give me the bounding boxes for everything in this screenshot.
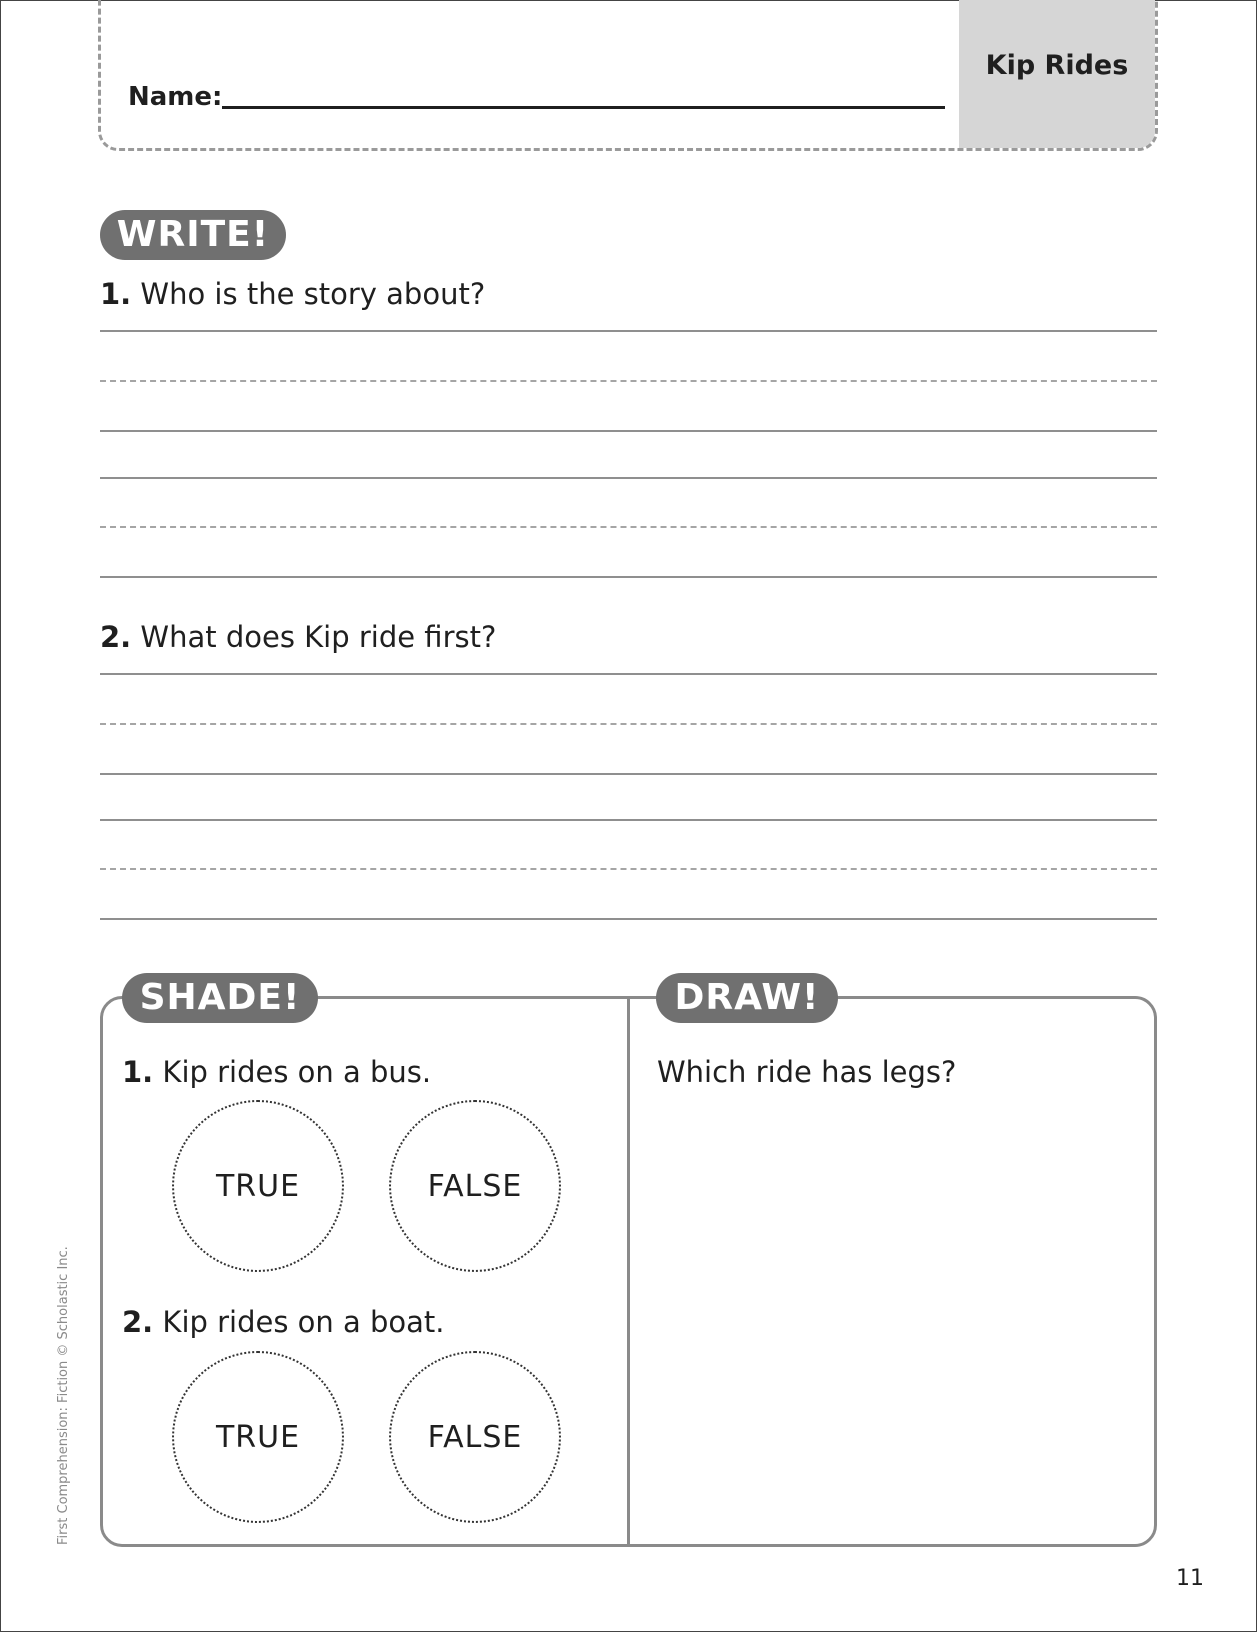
item-text: Kip rides on a boat. — [162, 1305, 445, 1339]
question-text: Who is the story about? — [140, 277, 486, 311]
question-number: 2. — [100, 620, 132, 654]
shade-item-1 — [122, 1055, 431, 1089]
draw-prompt: Which ride has legs? — [657, 1055, 957, 1089]
item-number: 1. — [122, 1055, 154, 1089]
question-text: What does Kip ride first? — [140, 620, 497, 654]
false-circle[interactable]: FALSE — [389, 1100, 561, 1272]
draw-section-label: DRAW! — [656, 973, 838, 1023]
shade-item-2 — [122, 1305, 445, 1339]
true-circle[interactable]: TRUE — [172, 1351, 344, 1523]
name-label: Name: — [128, 82, 223, 112]
header-box — [98, 0, 1158, 151]
name-input-line[interactable] — [222, 106, 945, 109]
title-tab — [959, 0, 1155, 148]
question-number: 1. — [100, 277, 132, 311]
write-section-label: WRITE! — [100, 210, 286, 260]
drawing-area[interactable] — [640, 1100, 1145, 1535]
page-number: 11 — [1176, 1566, 1204, 1591]
panel-divider — [627, 996, 630, 1547]
copyright-credit: First Comprehension: Fiction © Scholastic Inc. — [56, 1246, 71, 1545]
write-question-2 — [100, 620, 496, 654]
shade-section-label: SHADE! — [122, 973, 318, 1023]
worksheet-title: Kip Rides — [985, 50, 1129, 81]
item-text: Kip rides on a bus. — [162, 1055, 432, 1089]
write-question-1 — [100, 277, 485, 311]
true-circle[interactable]: TRUE — [172, 1100, 344, 1272]
item-number: 2. — [122, 1305, 154, 1339]
false-circle[interactable]: FALSE — [389, 1351, 561, 1523]
